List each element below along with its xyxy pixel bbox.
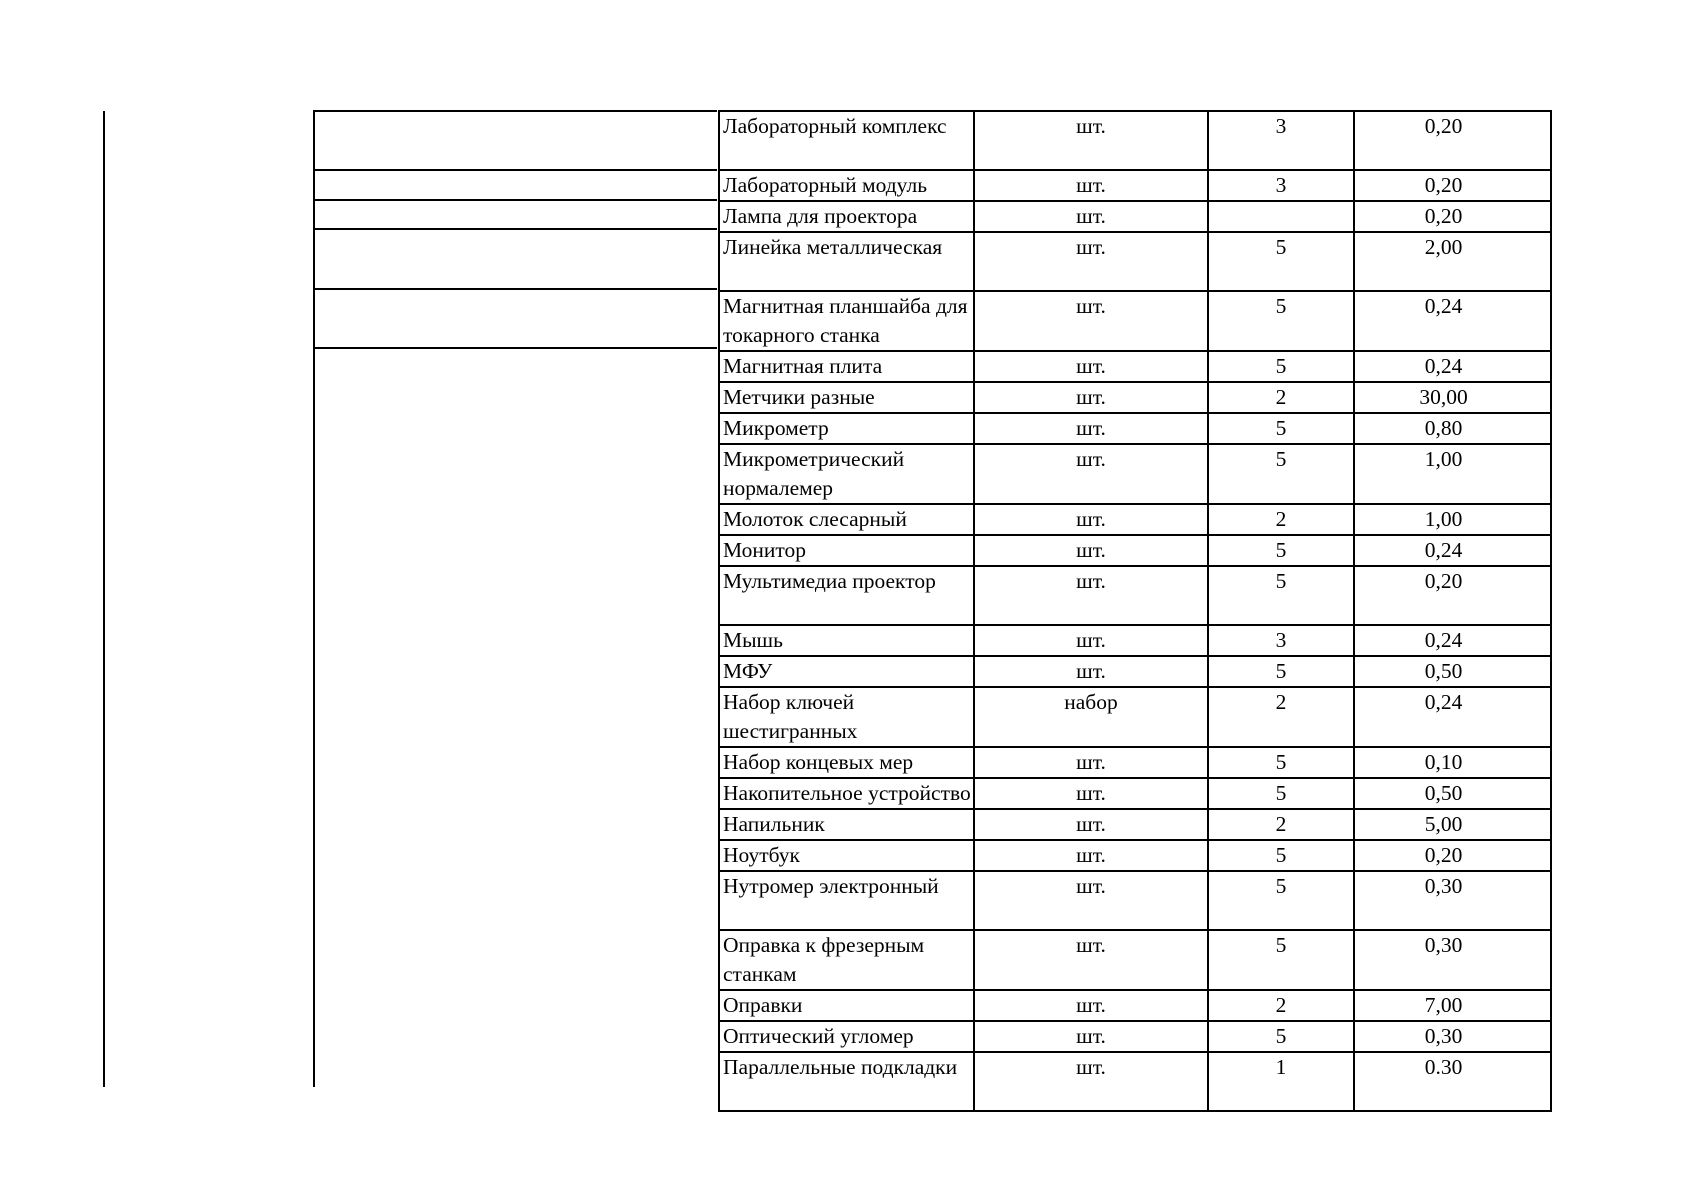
value-cell: 0,50 (1354, 656, 1551, 687)
item-name-cell: Нутромер электронный (719, 871, 974, 930)
item-name-cell: Метчики разные (719, 382, 974, 413)
item-name-cell: Лабораторный модуль (719, 170, 974, 201)
item-name-cell: МФУ (719, 656, 974, 687)
value-cell: 5,00 (1354, 809, 1551, 840)
value-cell: 7,00 (1354, 990, 1551, 1021)
value-cell: 0,20 (1354, 111, 1551, 170)
equipment-table (718, 110, 1552, 1112)
unit-cell: шт. (974, 444, 1208, 504)
quantity-cell: 5 (1208, 232, 1354, 291)
quantity-cell: 5 (1208, 930, 1354, 990)
table-row (719, 871, 1551, 930)
unit-cell: шт. (974, 413, 1208, 444)
table-row (719, 809, 1551, 840)
quantity-cell: 5 (1208, 840, 1354, 871)
item-name-cell: Микрометр (719, 413, 974, 444)
table-row (719, 656, 1551, 687)
item-name-cell: Линейка металлическая (719, 232, 974, 291)
unit-cell: шт. (974, 625, 1208, 656)
table-row (719, 535, 1551, 566)
unit-cell: шт. (974, 871, 1208, 930)
table-row (719, 382, 1551, 413)
table-row (719, 625, 1551, 656)
value-cell: 1,00 (1354, 444, 1551, 504)
table-row (719, 111, 1551, 170)
unit-cell: шт. (974, 504, 1208, 535)
table-row (719, 840, 1551, 871)
unit-cell: шт. (974, 930, 1208, 990)
item-name-cell: Магнитная планшайба для токарного станка (719, 291, 974, 351)
quantity-cell: 5 (1208, 778, 1354, 809)
item-name-cell: Молоток слесарный (719, 504, 974, 535)
table-row (719, 990, 1551, 1021)
quantity-cell: 5 (1208, 656, 1354, 687)
item-name-cell: Ноутбук (719, 840, 974, 871)
table-row (719, 687, 1551, 747)
unit-cell: шт. (974, 535, 1208, 566)
quantity-cell: 5 (1208, 351, 1354, 382)
quantity-cell: 5 (1208, 871, 1354, 930)
item-name-cell: Лампа для проектора (719, 201, 974, 232)
table-row (719, 504, 1551, 535)
unit-cell: шт. (974, 351, 1208, 382)
value-cell: 2,00 (1354, 232, 1551, 291)
quantity-cell: 2 (1208, 809, 1354, 840)
category-divider (313, 169, 717, 171)
merged-category-column (313, 110, 717, 1087)
value-cell: 30,00 (1354, 382, 1551, 413)
item-name-cell: Мышь (719, 625, 974, 656)
value-cell: 0,24 (1354, 535, 1551, 566)
quantity-cell: 2 (1208, 687, 1354, 747)
category-divider (313, 228, 717, 230)
table-row (719, 747, 1551, 778)
quantity-cell: 5 (1208, 566, 1354, 625)
unit-cell: шт. (974, 778, 1208, 809)
category-divider (313, 288, 717, 290)
category-divider (313, 199, 717, 201)
quantity-cell: 3 (1208, 170, 1354, 201)
value-cell: 0,10 (1354, 747, 1551, 778)
unit-cell: шт. (974, 566, 1208, 625)
item-name-cell: Параллельные подкладки (719, 1052, 974, 1111)
unit-cell: шт. (974, 1052, 1208, 1111)
table-row (719, 291, 1551, 351)
value-cell: 0,24 (1354, 291, 1551, 351)
unit-cell: шт. (974, 232, 1208, 291)
item-name-cell: Оправки (719, 990, 974, 1021)
value-cell: 0,24 (1354, 687, 1551, 747)
equipment-table-body (719, 111, 1551, 1111)
unit-cell: шт. (974, 990, 1208, 1021)
unit-cell: шт. (974, 382, 1208, 413)
category-column-left-border (313, 110, 315, 1087)
unit-cell: шт. (974, 111, 1208, 170)
value-cell: 0,30 (1354, 1021, 1551, 1052)
quantity-cell: 2 (1208, 504, 1354, 535)
value-cell: 0,30 (1354, 930, 1551, 990)
item-name-cell: Напильник (719, 809, 974, 840)
item-name-cell: Магнитная плита (719, 351, 974, 382)
item-name-cell: Лабораторный комплекс (719, 111, 974, 170)
unit-cell: шт. (974, 747, 1208, 778)
quantity-cell: 5 (1208, 413, 1354, 444)
item-name-cell: Оптический угломер (719, 1021, 974, 1052)
quantity-cell: 5 (1208, 444, 1354, 504)
item-name-cell: Накопительное устройство (719, 778, 974, 809)
unit-cell: шт. (974, 809, 1208, 840)
table-row (719, 778, 1551, 809)
quantity-cell: 3 (1208, 625, 1354, 656)
category-divider (313, 110, 717, 112)
table-row (719, 232, 1551, 291)
quantity-cell: 3 (1208, 111, 1354, 170)
unit-cell: шт. (974, 656, 1208, 687)
unit-cell: набор (974, 687, 1208, 747)
item-name-cell: Мультимедиа проектор (719, 566, 974, 625)
unit-cell: шт. (974, 291, 1208, 351)
item-name-cell: Набор концевых мер (719, 747, 974, 778)
value-cell: 0,24 (1354, 625, 1551, 656)
quantity-cell: 5 (1208, 291, 1354, 351)
table-row (719, 201, 1551, 232)
quantity-cell: 5 (1208, 535, 1354, 566)
quantity-cell: 5 (1208, 747, 1354, 778)
value-cell: 0,30 (1354, 871, 1551, 930)
item-name-cell: Набор ключей шестигранных (719, 687, 974, 747)
table-row (719, 170, 1551, 201)
quantity-cell (1208, 201, 1354, 232)
table-row (719, 566, 1551, 625)
unit-cell: шт. (974, 170, 1208, 201)
quantity-cell: 1 (1208, 1052, 1354, 1111)
item-name-cell: Монитор (719, 535, 974, 566)
table-row (719, 351, 1551, 382)
value-cell: 0,20 (1354, 566, 1551, 625)
quantity-cell: 5 (1208, 1021, 1354, 1052)
value-cell: 1,00 (1354, 504, 1551, 535)
value-cell: 0.30 (1354, 1052, 1551, 1111)
unit-cell: шт. (974, 840, 1208, 871)
quantity-cell: 2 (1208, 382, 1354, 413)
item-name-cell: Микрометрический нормалемер (719, 444, 974, 504)
value-cell: 0,80 (1354, 413, 1551, 444)
value-cell: 0,20 (1354, 840, 1551, 871)
table-row (719, 1052, 1551, 1111)
table-row (719, 930, 1551, 990)
value-cell: 0,50 (1354, 778, 1551, 809)
table-row (719, 444, 1551, 504)
quantity-cell: 2 (1208, 990, 1354, 1021)
unit-cell: шт. (974, 201, 1208, 232)
page-left-rule (103, 111, 105, 1087)
value-cell: 0,24 (1354, 351, 1551, 382)
table-row (719, 1021, 1551, 1052)
item-name-cell: Оправка к фрезерным станкам (719, 930, 974, 990)
value-cell: 0,20 (1354, 201, 1551, 232)
unit-cell: шт. (974, 1021, 1208, 1052)
value-cell: 0,20 (1354, 170, 1551, 201)
table-row (719, 413, 1551, 444)
category-divider (313, 347, 717, 349)
